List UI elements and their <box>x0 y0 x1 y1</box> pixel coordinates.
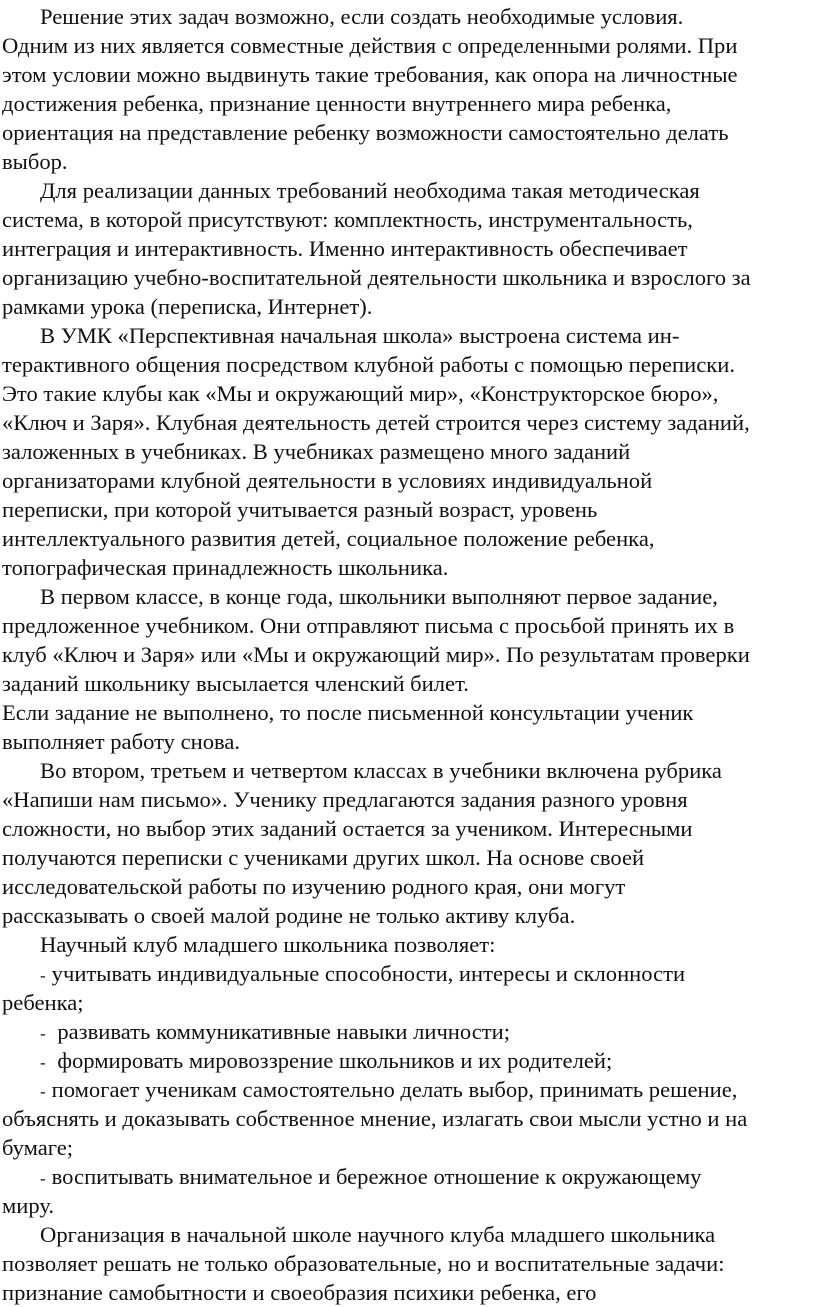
line-text: «Напиши нам письмо». Ученику предлагаются задания разного уровня <box>2 787 688 812</box>
text-line <box>2 31 816 60</box>
line-text: предложенное учебником. Они отправляют письма с просьбой принять их в <box>2 613 735 638</box>
text-line <box>2 1017 816 1046</box>
line-text: сложности, но выбор этих заданий остается за учеником. Интересными <box>2 816 693 841</box>
line-text: получаются переписки с учениками других школ. На основе своей <box>2 845 645 870</box>
line-text: интеллектуального развития детей, социальное положение ребенка, <box>2 526 655 551</box>
line-text: ориентация на представление ребенку возможности самостоятельно делать <box>2 120 729 145</box>
line-text: заданий школьнику высылается членский билет. <box>2 671 469 696</box>
line-text: Это такие клубы как «Мы и окружающий мир», «Конструкторское бюро», <box>2 381 719 406</box>
text-line <box>2 669 816 698</box>
line-text: ребенка; <box>2 990 84 1015</box>
text-line <box>2 437 816 466</box>
line-text: Научный клуб младшего школьника позволяет: <box>40 932 496 957</box>
line-text: организацию учебно-воспитательной деятельности школьника и взрослого за <box>2 265 751 290</box>
text-line <box>2 292 816 321</box>
text-line <box>2 901 816 930</box>
line-text: «Ключ и Заря». Клубная деятельность детей строится через систему заданий, <box>2 410 750 435</box>
line-text: формировать мировоззрение школьников и их родителей; <box>51 1048 613 1073</box>
line-text: выполняет работу снова. <box>2 729 241 754</box>
text-line <box>2 524 816 553</box>
line-text: Во втором, третьем и четвертом классах в учебники включена рубрика <box>40 758 722 783</box>
text-line <box>2 466 816 495</box>
text-line <box>2 263 816 292</box>
line-text: переписки, при которой учитывается разный возраст, уровень <box>2 497 598 522</box>
text-line <box>2 1046 816 1075</box>
line-text: Для реализации данных требований необходима такая методическая <box>40 178 700 203</box>
line-text: помогает ученикам самостоятельно делать выбор, принимать решение, <box>51 1077 738 1102</box>
text-line <box>2 582 816 611</box>
text-line <box>2 118 816 147</box>
text-line <box>2 872 816 901</box>
text-line <box>2 727 816 756</box>
text-line <box>2 988 816 1017</box>
line-text: Организация в начальной школе научного клуба младшего школьника <box>40 1222 716 1247</box>
text-line <box>2 89 816 118</box>
text-line <box>2 321 816 350</box>
text-line <box>2 1133 816 1162</box>
line-text: система, в которой присутствуют: комплектность, инструментальность, <box>2 207 693 232</box>
text-line <box>2 1278 816 1307</box>
line-text: развивать коммуникативные навыки личности; <box>51 1019 511 1044</box>
text-line <box>2 408 816 437</box>
text-line <box>2 1191 816 1220</box>
line-text: топографическая принадлежность школьника. <box>2 555 449 580</box>
text-line <box>2 350 816 379</box>
text-line <box>2 1162 816 1191</box>
text-line <box>2 205 816 234</box>
text-line <box>2 147 816 176</box>
line-text: Одним из них является совместные действия с определенными ролями. При <box>2 33 738 58</box>
line-text: исследовательской работы по изучению родного края, они могут <box>2 874 626 899</box>
text-line <box>2 495 816 524</box>
line-text: Если задание не выполнено, то после письменной консультации ученик <box>2 700 694 725</box>
text-line <box>2 553 816 582</box>
text-line <box>2 698 816 727</box>
text-line <box>2 379 816 408</box>
body-text <box>2 2 816 1307</box>
text-line <box>2 756 816 785</box>
dash-marker: - <box>40 1169 46 1188</box>
line-text: рассказывать о своей малой родине не только активу клуба. <box>2 903 576 928</box>
line-text: признание самобытности и своеобразия психики ребенка, его <box>2 1280 597 1305</box>
line-text: интеграция и интерактивность. Именно интерактивность обеспечивает <box>2 236 688 261</box>
line-text: клуб «Ключ и Заря» или «Мы и окружающий мир». По результатам проверки <box>2 642 750 667</box>
line-text: миру. <box>2 1193 55 1218</box>
text-line <box>2 234 816 263</box>
line-text: организаторами клубной деятельности в условиях индивидуальной <box>2 468 653 493</box>
line-text: заложенных в учебниках. В учебниках размещено много заданий <box>2 439 631 464</box>
text-line <box>2 60 816 89</box>
line-text: бумаге; <box>2 1135 74 1160</box>
line-text: Решение этих задач возможно, если создать необходимые условия. <box>40 4 684 29</box>
text-line <box>2 843 816 872</box>
line-text: В первом классе, в конце года, школьники выполняют первое задание, <box>40 584 718 609</box>
line-text: терактивного общения посредством клубной работы с помощью переписки. <box>2 352 735 377</box>
text-line <box>2 930 816 959</box>
text-line <box>2 959 816 988</box>
line-text: В УМК «Перспективная начальная школа» выстроена система ин- <box>40 323 680 348</box>
text-line <box>2 640 816 669</box>
line-text: учитывать индивидуальные способности, интересы и склонности <box>51 961 686 986</box>
text-line <box>2 1249 816 1278</box>
dash-marker: - <box>40 966 46 985</box>
text-line <box>2 814 816 843</box>
text-line <box>2 785 816 814</box>
text-line <box>2 1075 816 1104</box>
dash-marker: - <box>40 1024 46 1043</box>
text-line <box>2 611 816 640</box>
line-text: достижения ребенка, признание ценности внутреннего мира ребенка, <box>2 91 672 116</box>
line-text: позволяет решать не только образовательные, но и воспитательные задачи: <box>2 1251 725 1276</box>
text-line <box>2 1104 816 1133</box>
line-text: объяснять и доказывать собственное мнение, излагать свои мысли устно и на <box>2 1106 748 1131</box>
line-text: выбор. <box>2 149 68 174</box>
line-text: этом условии можно выдвинуть такие требования, как опора на личностные <box>2 62 738 87</box>
text-line <box>2 2 816 31</box>
dash-marker: - <box>40 1082 46 1101</box>
dash-marker: - <box>40 1053 46 1072</box>
text-line <box>2 1220 816 1249</box>
text-line <box>2 176 816 205</box>
line-text: рамками урока (переписка, Интернет). <box>2 294 373 319</box>
line-text: воспитывать внимательное и бережное отношение к окружающему <box>51 1164 702 1189</box>
